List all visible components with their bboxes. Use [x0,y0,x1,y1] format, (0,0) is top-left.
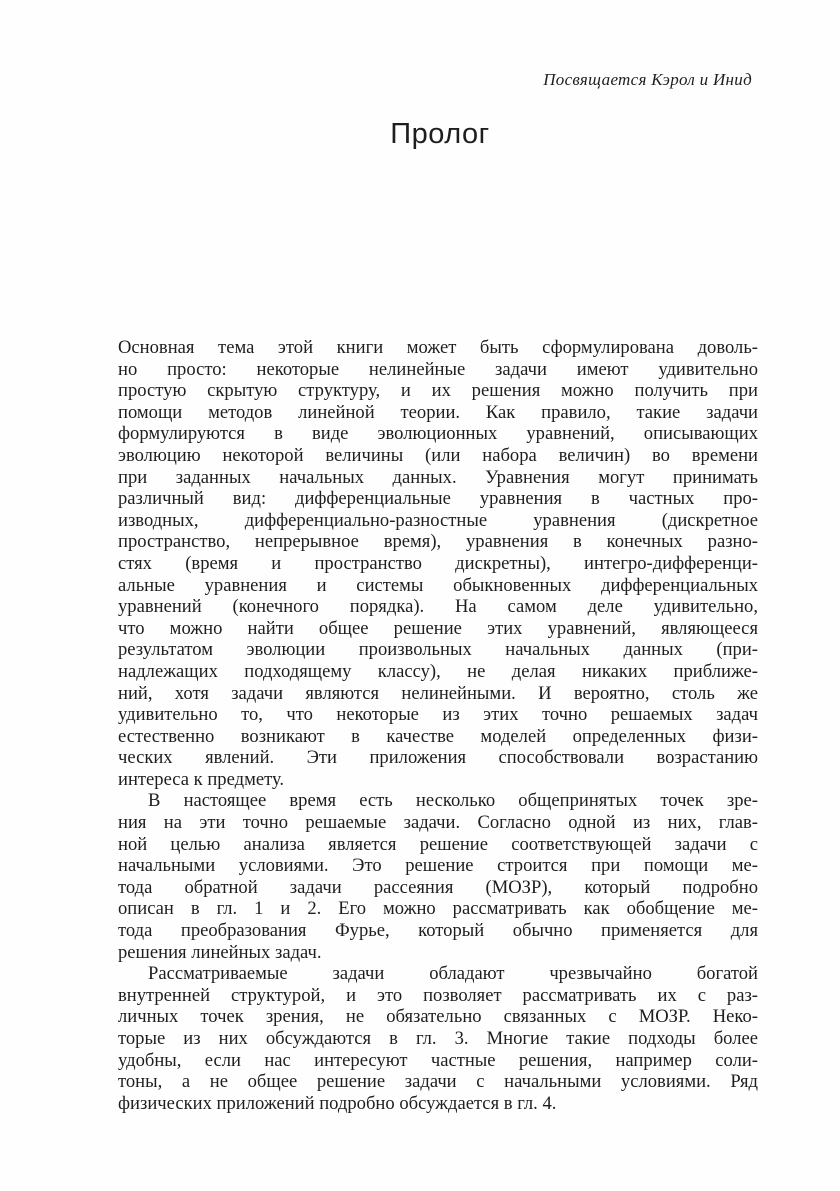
paragraph [118,337,758,790]
text-line: что можно найти общее решение этих уравнений, являющееся [118,617,758,639]
text-line: результатом эволюции произвольных начальных данных (при- [118,639,758,661]
text-line: физических приложений подробно обсуждается в гл. 4. [118,1092,557,1114]
text-line: изводных, дифференциально-разностные уравнения (дискретное [118,509,758,531]
text-line: уравнений (конечного порядка). На самом деле удивительно, [118,596,758,618]
paragraph [118,963,758,1114]
dedication: Посвящается Кэрол и Инид [543,70,752,89]
text-line: удивительно то, что некоторые из этих точно решаемых задач [118,704,758,726]
text-line: альные уравнения и системы обыкновенных дифференциальных [118,574,758,596]
text-line: пространство, непрерывное время), уравнения в конечных разно- [118,531,758,553]
text-line: формулируются в виде эволюционных уравнений, описывающих [118,423,758,445]
text-line: тода преобразования Фурье, который обычно применяется для [118,920,758,942]
text-line: решения линейных задач. [118,941,322,963]
text-line: при заданных начальных данных. Уравнения могут принимать [118,466,758,488]
text-line: удобны, если нас интересуют частные решения, например соли- [118,1049,758,1071]
text-line: ний, хотя задачи являются нелинейными. И вероятно, столь же [118,682,758,704]
page-title: Пролог [390,118,490,150]
text-line: личных точек зрения, не обязательно связанных с МОЗР. Неко- [118,1006,758,1028]
text-line: простую скрытую структуру, и их решения можно получить при [118,380,758,402]
text-line: внутренней структурой, и это позволяет рассматривать их с раз- [118,984,758,1006]
text-line: ной целью анализа является решение соответствующей задачи с [118,833,758,855]
text-line: ния на эти точно решаемые задачи. Согласно одной из них, глав- [118,812,758,834]
text-line: описан в гл. 1 и 2. Его можно рассматривать как обобщение ме- [118,898,758,920]
text-line: стях (время и пространство дискретны), интегро-дифференци- [118,552,758,574]
text-line: Основная тема этой книги может быть сформулирована доволь- [118,337,758,358]
text-line: естественно возникают в качестве моделей определенных физи- [118,725,758,747]
text-line: тода обратной задачи рассеяния (МОЗР), который подробно [118,876,758,898]
text-line: помощи методов линейной теории. Как правило, такие задачи [118,401,758,423]
text-line: торые из них обсуждаются в гл. 3. Многие такие подходы более [118,1028,758,1049]
text-line: В настоящее время есть несколько общепринятых точек зре- [148,790,758,812]
text-line: начальными условиями. Это решение строится при помощи ме- [118,855,758,877]
text-line: Рассматриваемые задачи обладают чрезвычайно богатой [148,963,758,985]
text-line: тоны, а не общее решение задачи с начальными условиями. Ряд [118,1071,758,1093]
text-line: ческих явлений. Эти приложения способствовали возрастанию [118,747,758,769]
text-line: надлежащих подходящему классу), не делая никаких приближе- [118,660,758,682]
text-line: различный вид: дифференциальные уравнения в частных про- [118,488,758,510]
prologue-body [118,337,758,1114]
text-line: эволюцию некоторой величины (или набора величин) во времени [118,444,758,466]
paragraph [118,790,758,963]
text-line: но просто: некоторые нелинейные задачи имеют удивительно [118,358,758,380]
text-line: интереса к предмету. [118,768,285,790]
